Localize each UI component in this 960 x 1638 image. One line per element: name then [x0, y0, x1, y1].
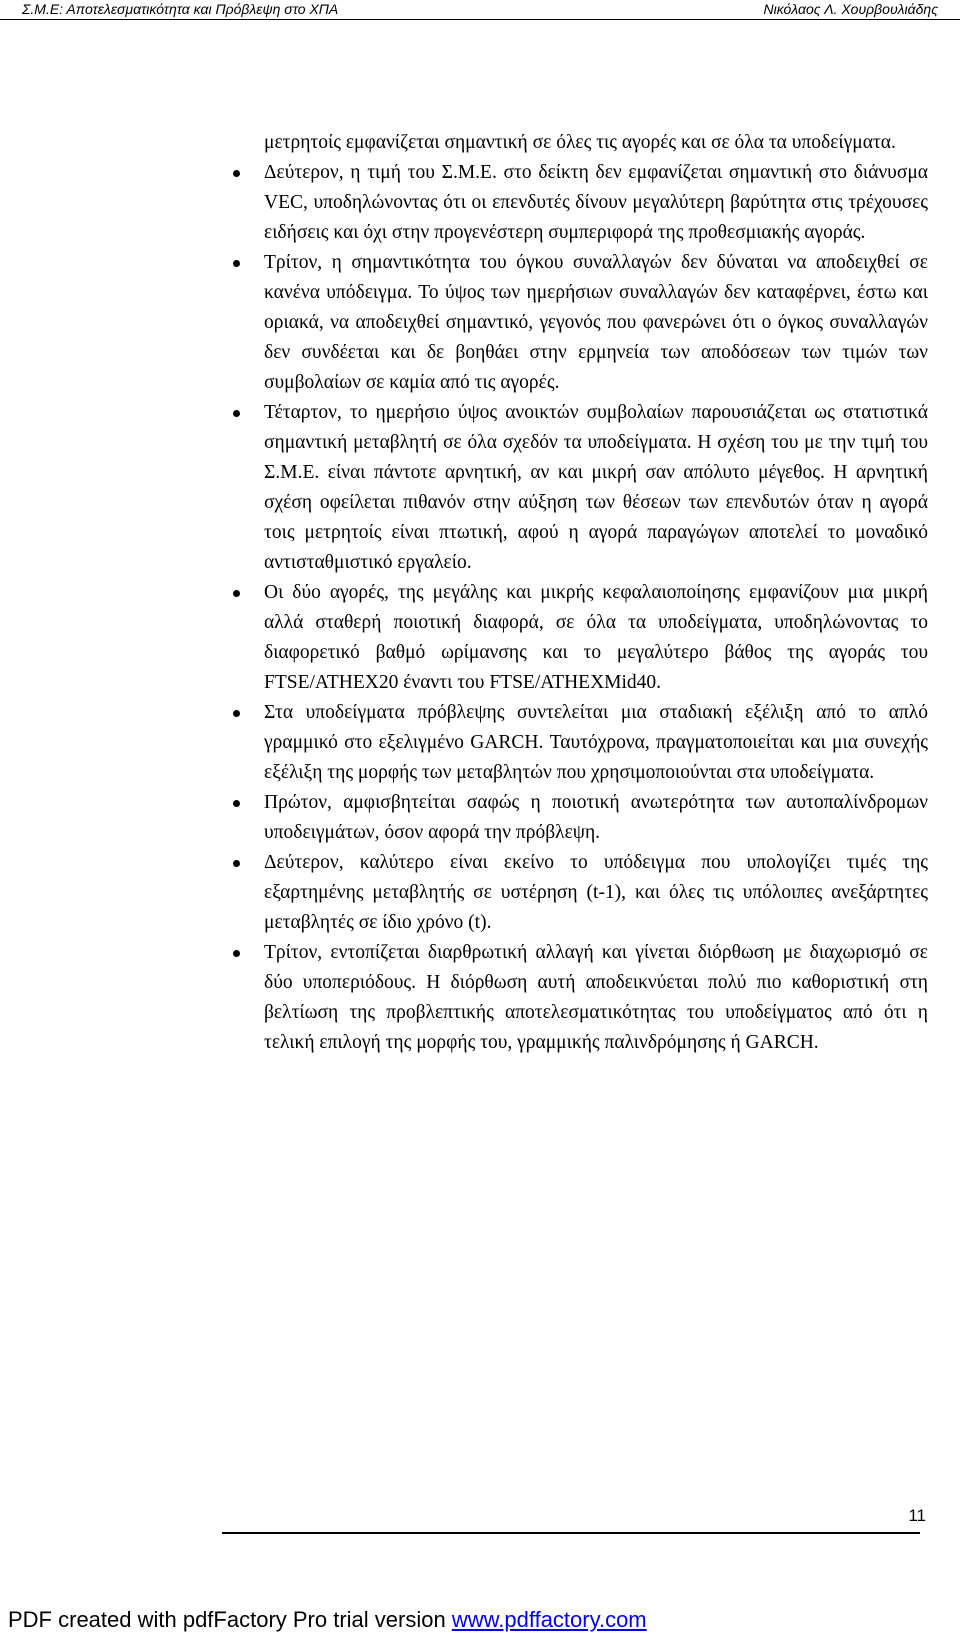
footer-divider — [222, 1532, 920, 1534]
bullet-item: Οι δύο αγορές, της μεγάλης και μικρής κεφαλαιοποίησης εμφανίζουν μια μικρή αλλά σταθερή ποιοτική διαφορά, σε όλα τα υποδείγματα, υποδηλώνοντας το διαφορετικό βαθμό ωρίμανσης και το μεγαλύτερο βάθος της αγοράς του FTSE/ATHEX20 έναντι του FTSE/ATHEXMid40. — [264, 578, 928, 698]
continuation-paragraph: μετρητοίς εμφανίζεται σημαντική σε όλες τις αγορές και σε όλα τα υποδείγματα. — [264, 132, 896, 153]
bullet-item: Στα υποδείγματα πρόβλεψης συντελείται μια σταδιακή εξέλιξη από το απλό γραμμικό στο εξελιγμένο GARCH. Ταυτόχρονα, πραγματοποιείται και μια συνεχής εξέλιξη της μορφής των μεταβλητών που χρησιμοποιούνται στα υποδείγματα. — [264, 698, 928, 788]
bullet-item: Τέταρτον, το ημερήσιο ύψος ανοικτών συμβολαίων παρουσιάζεται ως στατιστικά σημαντική μεταβλητή σε όλα σχεδόν τα υποδείγματα. Η σχέση του με την τιμή του Σ.Μ.Ε. είναι πάντοτε αρνητική, αν και μικρή σαν απόλυτο μέγεθος. Η αρνητική σχέση οφείλεται πιθανόν στην αύξηση των θέσεων των επενδυτών όταν η αγορά τοις μετρητοίς είναι πτωτική, αφού η αγορά παραγώγων αποτελεί το μοναδικό αντισταθμιστικό εργαλείο. — [264, 398, 928, 578]
bullet-item: Πρώτον, αμφισβητείται σαφώς η ποιοτική ανωτερότητα των αυτοπαλίνδρομων υποδειγμάτων, όσον αφορά την πρόβλεψη. — [264, 788, 928, 848]
page-number: 11 — [908, 1506, 926, 1525]
pdffactory-link[interactable]: www.pdffactory.com — [451, 1607, 647, 1632]
bullet-item: Δεύτερον, καλύτερο είναι εκείνο το υπόδειγμα που υπολογίζει τιμές της εξαρτημένης μεταβλητής σε υστέρηση (t-1), και όλες τις υπόλοιπες ανεξάρτητες μεταβλητές σε ίδιο χρόνο (t). — [264, 848, 928, 938]
pdf-banner-text: PDF created with pdfFactory Pro trial version — [8, 1607, 452, 1632]
running-header-author: Νικόλαος Λ. Χουρβουλιάδης — [763, 1, 938, 17]
bullet-item: Τρίτον, η σημαντικότητα του όγκου συναλλαγών δεν δύναται να αποδειχθεί σε κανένα υπόδειγμα. Το ύψος των ημερήσιων συναλλαγών δεν καταφέρνει, έστω και οριακά, να αποδειχθεί σημαντικό, γεγονός που φανερώνει ότι ο όγκος συναλλαγών δεν συνδέεται και δε βοηθάει στην ερμηνεία των αποδόσεων των τιμών των συμβολαίων σε καμία από τις αγορές. — [264, 248, 928, 398]
page-body — [264, 128, 928, 1058]
bullet-item: Τρίτον, εντοπίζεται διαρθρωτική αλλαγή και γίνεται διόρθωση με διαχωρισμό σε δύο υποπεριόδους. Η διόρθωση αυτή αποδεικνύεται πολύ πιο καθοριστική στη βελτίωση της προβλεπτικής αποτελεσματικότητας του υποδείγματος από ότι η τελική επιλογή της μορφής του, γραμμικής παλινδρόμησης ή GARCH. — [264, 938, 928, 1058]
running-header-title: Σ.Μ.Ε: Αποτελεσματικότητα και Πρόβλεψη στο ΧΠΑ — [22, 1, 339, 17]
bullet-item: Δεύτερον, η τιμή του Σ.Μ.Ε. στο δείκτη δεν εμφανίζεται σημαντική στο διάνυσμα VEC, υποδηλώνοντας ότι οι επενδυτές δίνουν μεγαλύτερη βαρύτητα στις τρέχουσες ειδήσεις και όχι στην προγενέστερη συμπεριφορά της προθεσμιακής αγοράς. — [264, 158, 928, 248]
bullet-list — [264, 158, 928, 1058]
header-divider — [0, 19, 960, 20]
pdf-creator-banner — [8, 1607, 647, 1633]
